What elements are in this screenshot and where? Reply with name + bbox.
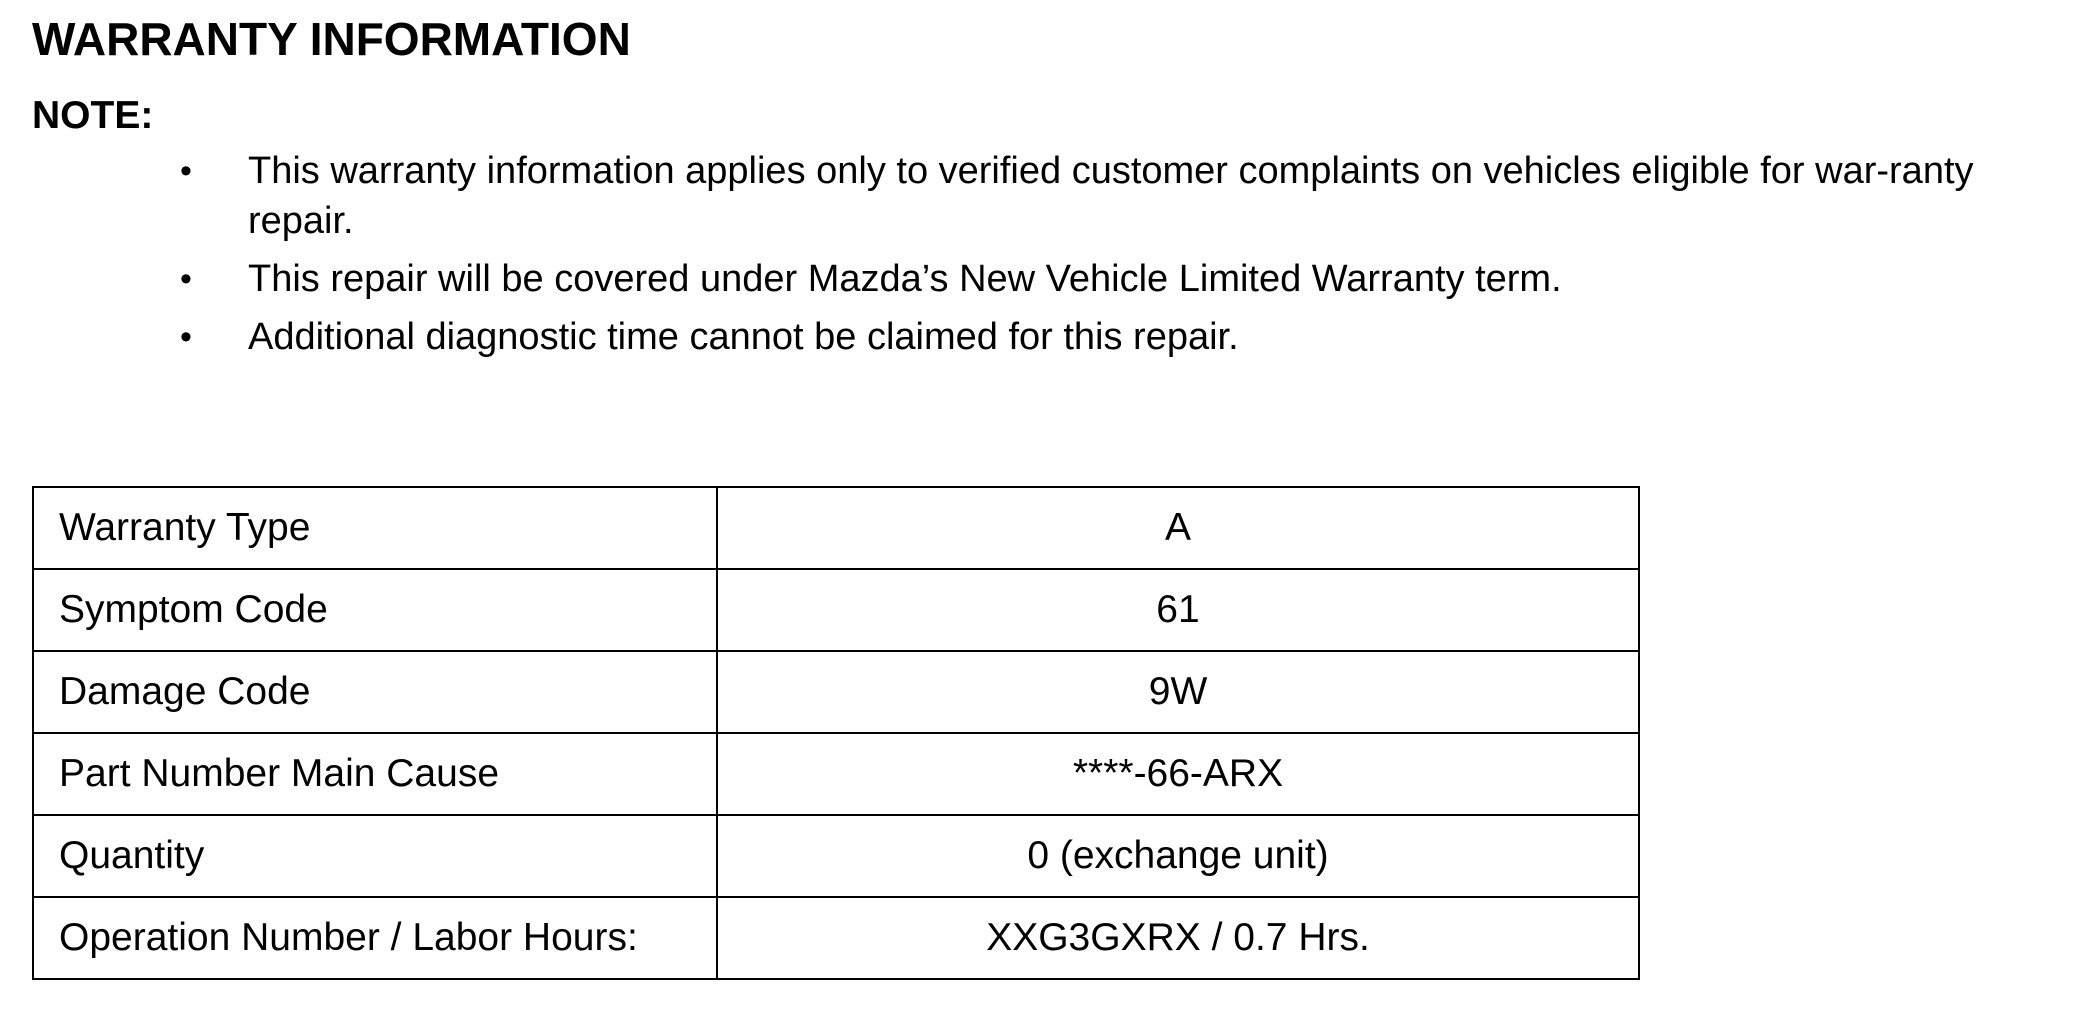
row-value: XXG3GXRX / 0.7 Hrs. — [717, 897, 1639, 979]
row-label: Damage Code — [33, 651, 717, 733]
note-text: This warranty information applies only to verified customer complaints on vehicles eligible for war-ranty repair. — [248, 150, 1974, 242]
bullet-icon: • — [180, 152, 192, 190]
row-label: Symptom Code — [33, 569, 717, 651]
bullet-icon: • — [180, 260, 192, 298]
note-item — [0, 146, 2040, 246]
row-label: Operation Number / Labor Hours: — [33, 897, 717, 979]
bullet-icon: • — [180, 318, 192, 356]
note-text: Additional diagnostic time cannot be claimed for this repair. — [248, 316, 1239, 358]
row-value: 61 — [717, 569, 1639, 651]
row-label: Part Number Main Cause — [33, 733, 717, 815]
row-value: 9W — [717, 651, 1639, 733]
row-value: 0 (exchange unit) — [717, 815, 1639, 897]
table-row — [33, 651, 1639, 733]
table-row — [33, 815, 1639, 897]
page-title: WARRANTY INFORMATION — [32, 13, 631, 65]
warranty-table — [32, 486, 1640, 980]
note-heading: NOTE: — [32, 94, 154, 137]
table-row — [33, 897, 1639, 979]
row-label: Warranty Type — [33, 487, 717, 569]
row-value: ****-66-ARX — [717, 733, 1639, 815]
note-item — [0, 312, 2040, 362]
table-row — [33, 733, 1639, 815]
row-label: Quantity — [33, 815, 717, 897]
note-text: This repair will be covered under Mazda’s New Vehicle Limited Warranty term. — [248, 258, 1562, 300]
table-row — [33, 487, 1639, 569]
table-row — [33, 569, 1639, 651]
row-value: A — [717, 487, 1639, 569]
note-item — [0, 254, 2040, 304]
note-list — [0, 146, 2093, 370]
